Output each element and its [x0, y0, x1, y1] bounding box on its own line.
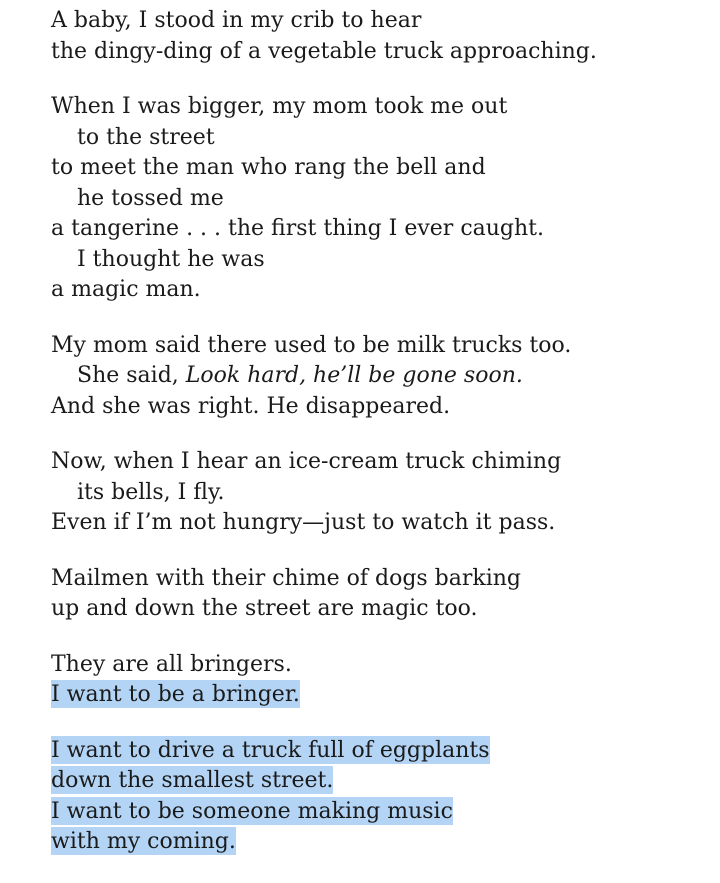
stanza-3: [51, 331, 691, 423]
poem-line: Even if I’m not hungry—just to watch it pass.: [51, 510, 556, 535]
text-highlight[interactable]: I want to drive a truck full of eggplants: [51, 737, 490, 763]
poem-page: [51, 6, 691, 883]
italic-quote: Look hard, he’ll be gone soon.: [185, 363, 523, 388]
poem-line: A baby, I stood in my crib to hear: [51, 8, 422, 33]
poem-line: Mailmen with their chime of dogs barking: [51, 565, 522, 591]
poem-line: to meet the man who rang the bell and: [51, 155, 486, 180]
text-highlight[interactable]: I want to be someone making music: [51, 798, 453, 824]
poem-line-indented: I thought he was: [77, 246, 265, 272]
poem-line-indented: he tossed me: [77, 185, 224, 211]
poem-line: a tangerine . . . the first thing I ever caught.: [51, 216, 545, 241]
poem-line: up and down the street are magic too.: [51, 596, 478, 621]
stanza-6: [51, 650, 691, 711]
line-prefix: She said,: [77, 363, 186, 388]
text-highlight[interactable]: down the smallest street.: [51, 768, 334, 793]
stanza-5: [51, 564, 691, 625]
poem-line-indented: to the street: [77, 124, 215, 150]
poem-line-highlighted[interactable]: [51, 827, 691, 858]
poem-line: Now, when I hear an ice-cream truck chiming: [51, 449, 562, 474]
text-highlight[interactable]: with my coming.: [51, 829, 236, 854]
poem-line-highlighted[interactable]: [51, 797, 691, 828]
poem-line: a magic man.: [51, 277, 201, 302]
stanza-7: [51, 736, 691, 858]
poem-line: When I was bigger, my mom took me out: [51, 94, 508, 119]
poem-line-highlighted[interactable]: [51, 680, 691, 711]
poem-line: They are all bringers.: [51, 651, 292, 677]
stanza-1: [51, 6, 691, 67]
poem-line-highlighted[interactable]: [51, 736, 691, 767]
text-highlight[interactable]: I want to be a bringer.: [51, 682, 300, 707]
poem-line-highlighted[interactable]: [51, 766, 691, 797]
poem-line-indented: [51, 361, 691, 392]
stanza-4: [51, 447, 691, 539]
poem-line: the dingy-ding of a vegetable truck approaching.: [51, 38, 597, 64]
poem-line: And she was right. He disappeared.: [51, 393, 451, 419]
stanza-2: [51, 92, 691, 306]
poem-line: My mom said there used to be milk trucks too.: [51, 332, 572, 358]
poem-line-indented: its bells, I fly.: [77, 479, 225, 505]
